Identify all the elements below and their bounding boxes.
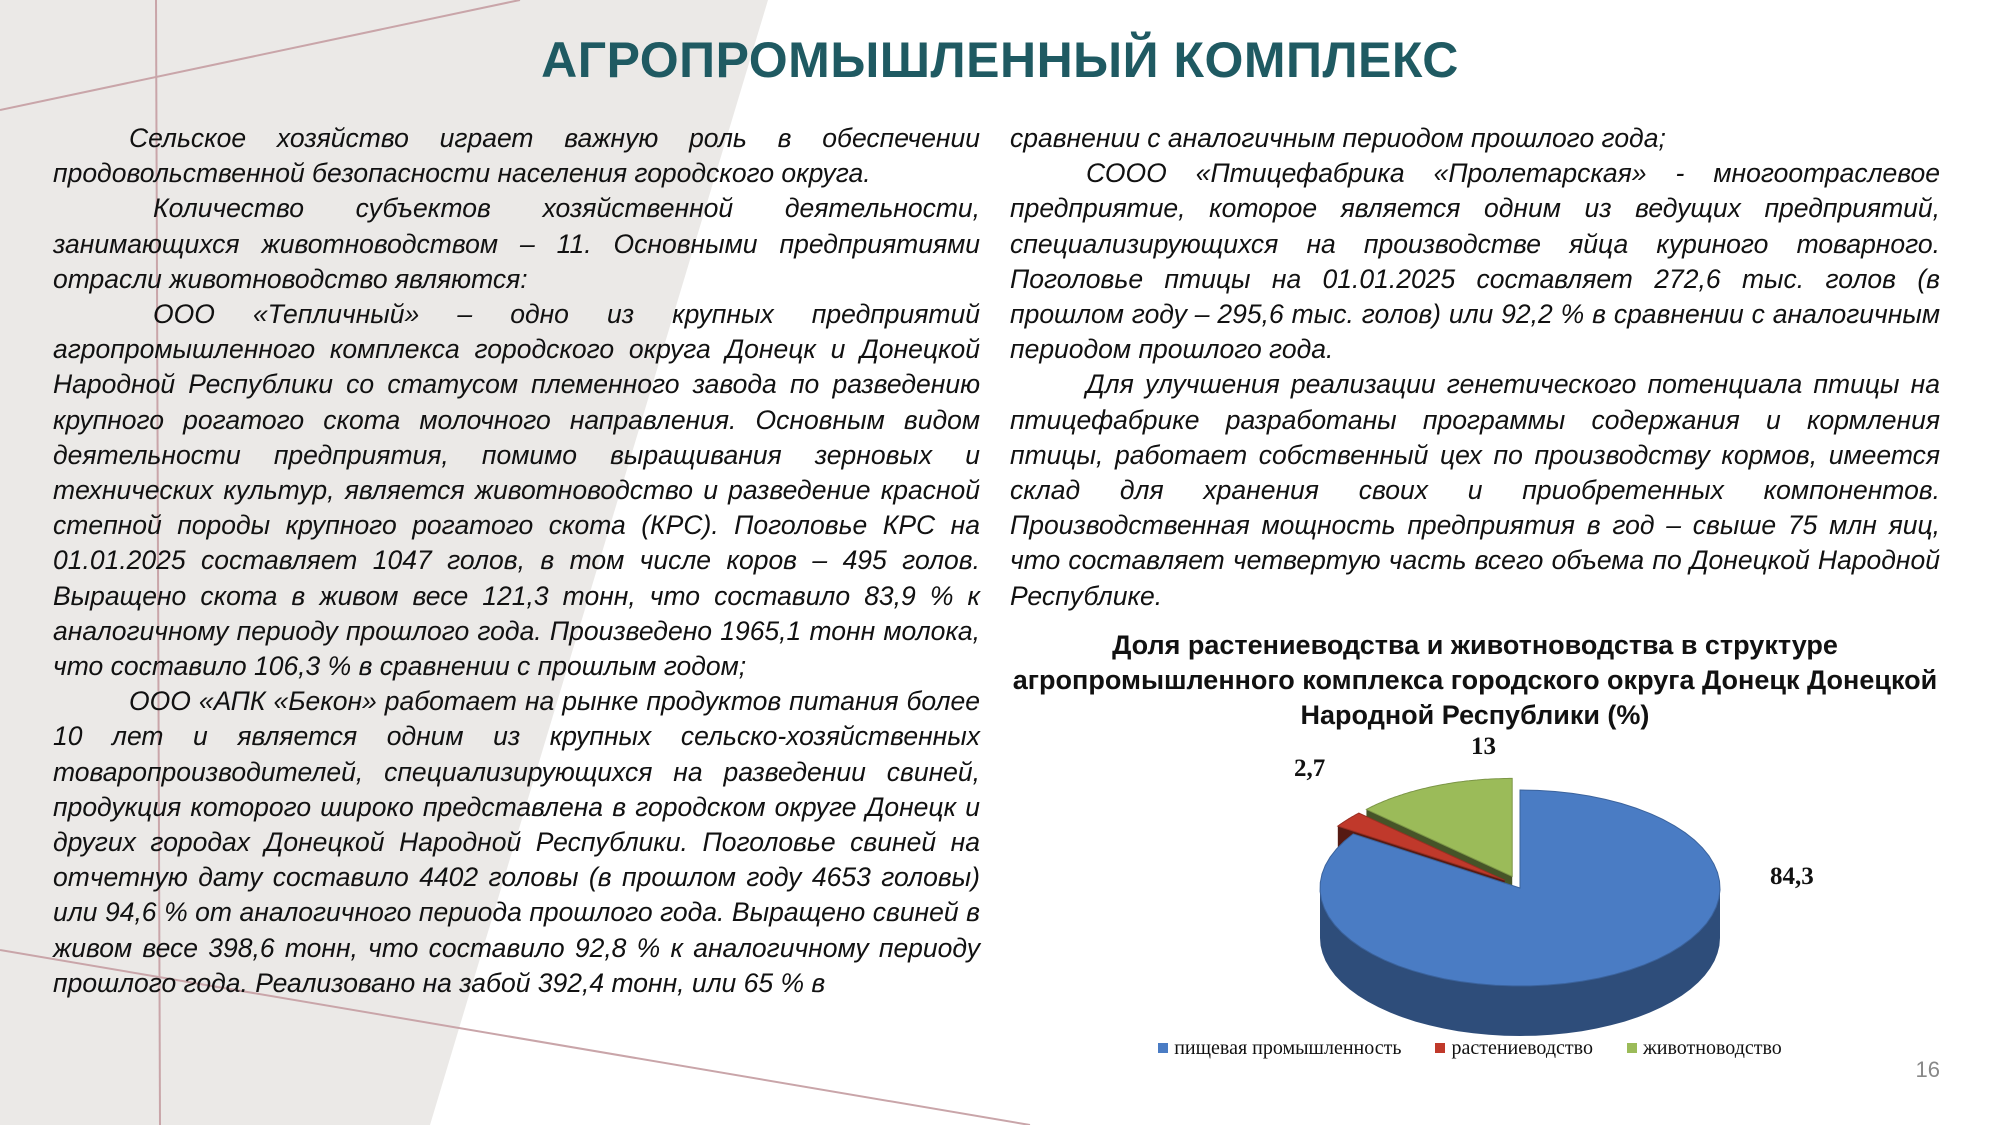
legend-label: растениеводство	[1451, 1036, 1593, 1059]
legend-swatch	[1435, 1043, 1445, 1053]
paragraph: СООО «Птицефабрика «Пролетарская» - многоотраслевое предприятие, которое является одним из ведущих предприятий, специализирующихся на производстве яйца куриного товарного. Поголовье птицы на 01.01.2025 составляет 272,6 тыс. голов (в прошлом году – 295,6 тыс. голов) или 92,2 % в сравнении с аналогичным периодом прошлого года.	[1010, 158, 1940, 365]
chart-legend	[1000, 1033, 1940, 1063]
right-text-column	[1010, 121, 1940, 614]
legend-label: пищевая промышленность	[1174, 1036, 1402, 1059]
paragraph: Для улучшения реализации генетического потенциала птицы на птицефабрике разработаны программы содержания и кормления птицы, работает собственный цех по производству кормов, имеется склад для хранения своих и приобретенных компонентов. Производственная мощность предприятия в год – свыше 75 млн яиц, что составляет четвертую часть всего объема по Донецкой Народной Республике.	[1010, 369, 1940, 611]
paragraph: Количество субъектов хозяйственной деятельности, занимающихся животноводством – 11. Основными предприятиями отрасли животноводство являются:	[53, 193, 980, 294]
page-title: АГРОПРОМЫШЛЕННЫЙ КОМПЛЕКС	[541, 32, 1459, 88]
data-label-pishchevaya: 84,3	[1770, 863, 1814, 890]
chart-title: Доля растениеводства и животноводства в структуре агропромышленного комплекса городского округа Донецк Донецкой Народной Республики (%)	[1012, 630, 1938, 730]
paragraph: ООО «АПК «Бекон» работает на рынке продуктов питания более 10 лет и является одним из крупных сельско-хозяйственных товаропроизводителей, специализирующихся на разведении свиней, продукция которого широко представлена в городском округе Донецк и других городах Донецкой Народной Республики. Поголовье свиней на отчетную дату составило 4402 головы (в прошлом году 4653 головы) или 94,6 % от аналогичного периода прошлого года. Выращено свиней в живом весе 398,6 тонн, что составило 92,8 % к аналогичному периоду прошлого года. Реализовано на забой 392,4 тонн, или 65 % в	[53, 686, 980, 998]
page-number: 16	[1915, 1057, 1940, 1082]
legend-swatch	[1627, 1043, 1637, 1053]
legend-label: животноводство	[1642, 1036, 1782, 1059]
data-label-rastenievodstvo: 2,7	[1294, 755, 1326, 782]
legend-item	[1627, 1037, 1782, 1060]
legend-item	[1158, 1037, 1401, 1060]
legend-item	[1435, 1037, 1592, 1060]
legend-swatch	[1158, 1043, 1168, 1053]
left-text-column	[53, 121, 980, 1001]
pie-chart	[1290, 740, 1760, 1040]
data-label-zhivotnovodstvo: 13	[1471, 733, 1496, 760]
paragraph: ООО «Тепличный» – одно из крупных предприятий агропромышленного комплекса городского округа Донецк и Донецкой Народной Республики со статусом племенного завода по разведению крупного рогатого скота молочного направления. Основным видом деятельности предприятия, помимо выращивания зерновых и технических культур, является животноводство и разведение красной степной породы крупного рогатого скота (КРС). Поголовье КРС на 01.01.2025 составляет 1047 голов, в том числе коров – 495 голов. Выращено скота в живом весе 121,3 тонн, что составило 83,9 % к аналогичному периоду прошлого года. Произведено 1965,1 тонн молока, что составило 106,3 % в сравнении с прошлым годом;	[53, 299, 980, 682]
paragraph: Сельское хозяйство играет важную роль в обеспечении продовольственной безопасности населения городского округа.	[53, 123, 980, 189]
paragraph: сравнении с аналогичным периодом прошлого года;	[1010, 123, 1666, 153]
